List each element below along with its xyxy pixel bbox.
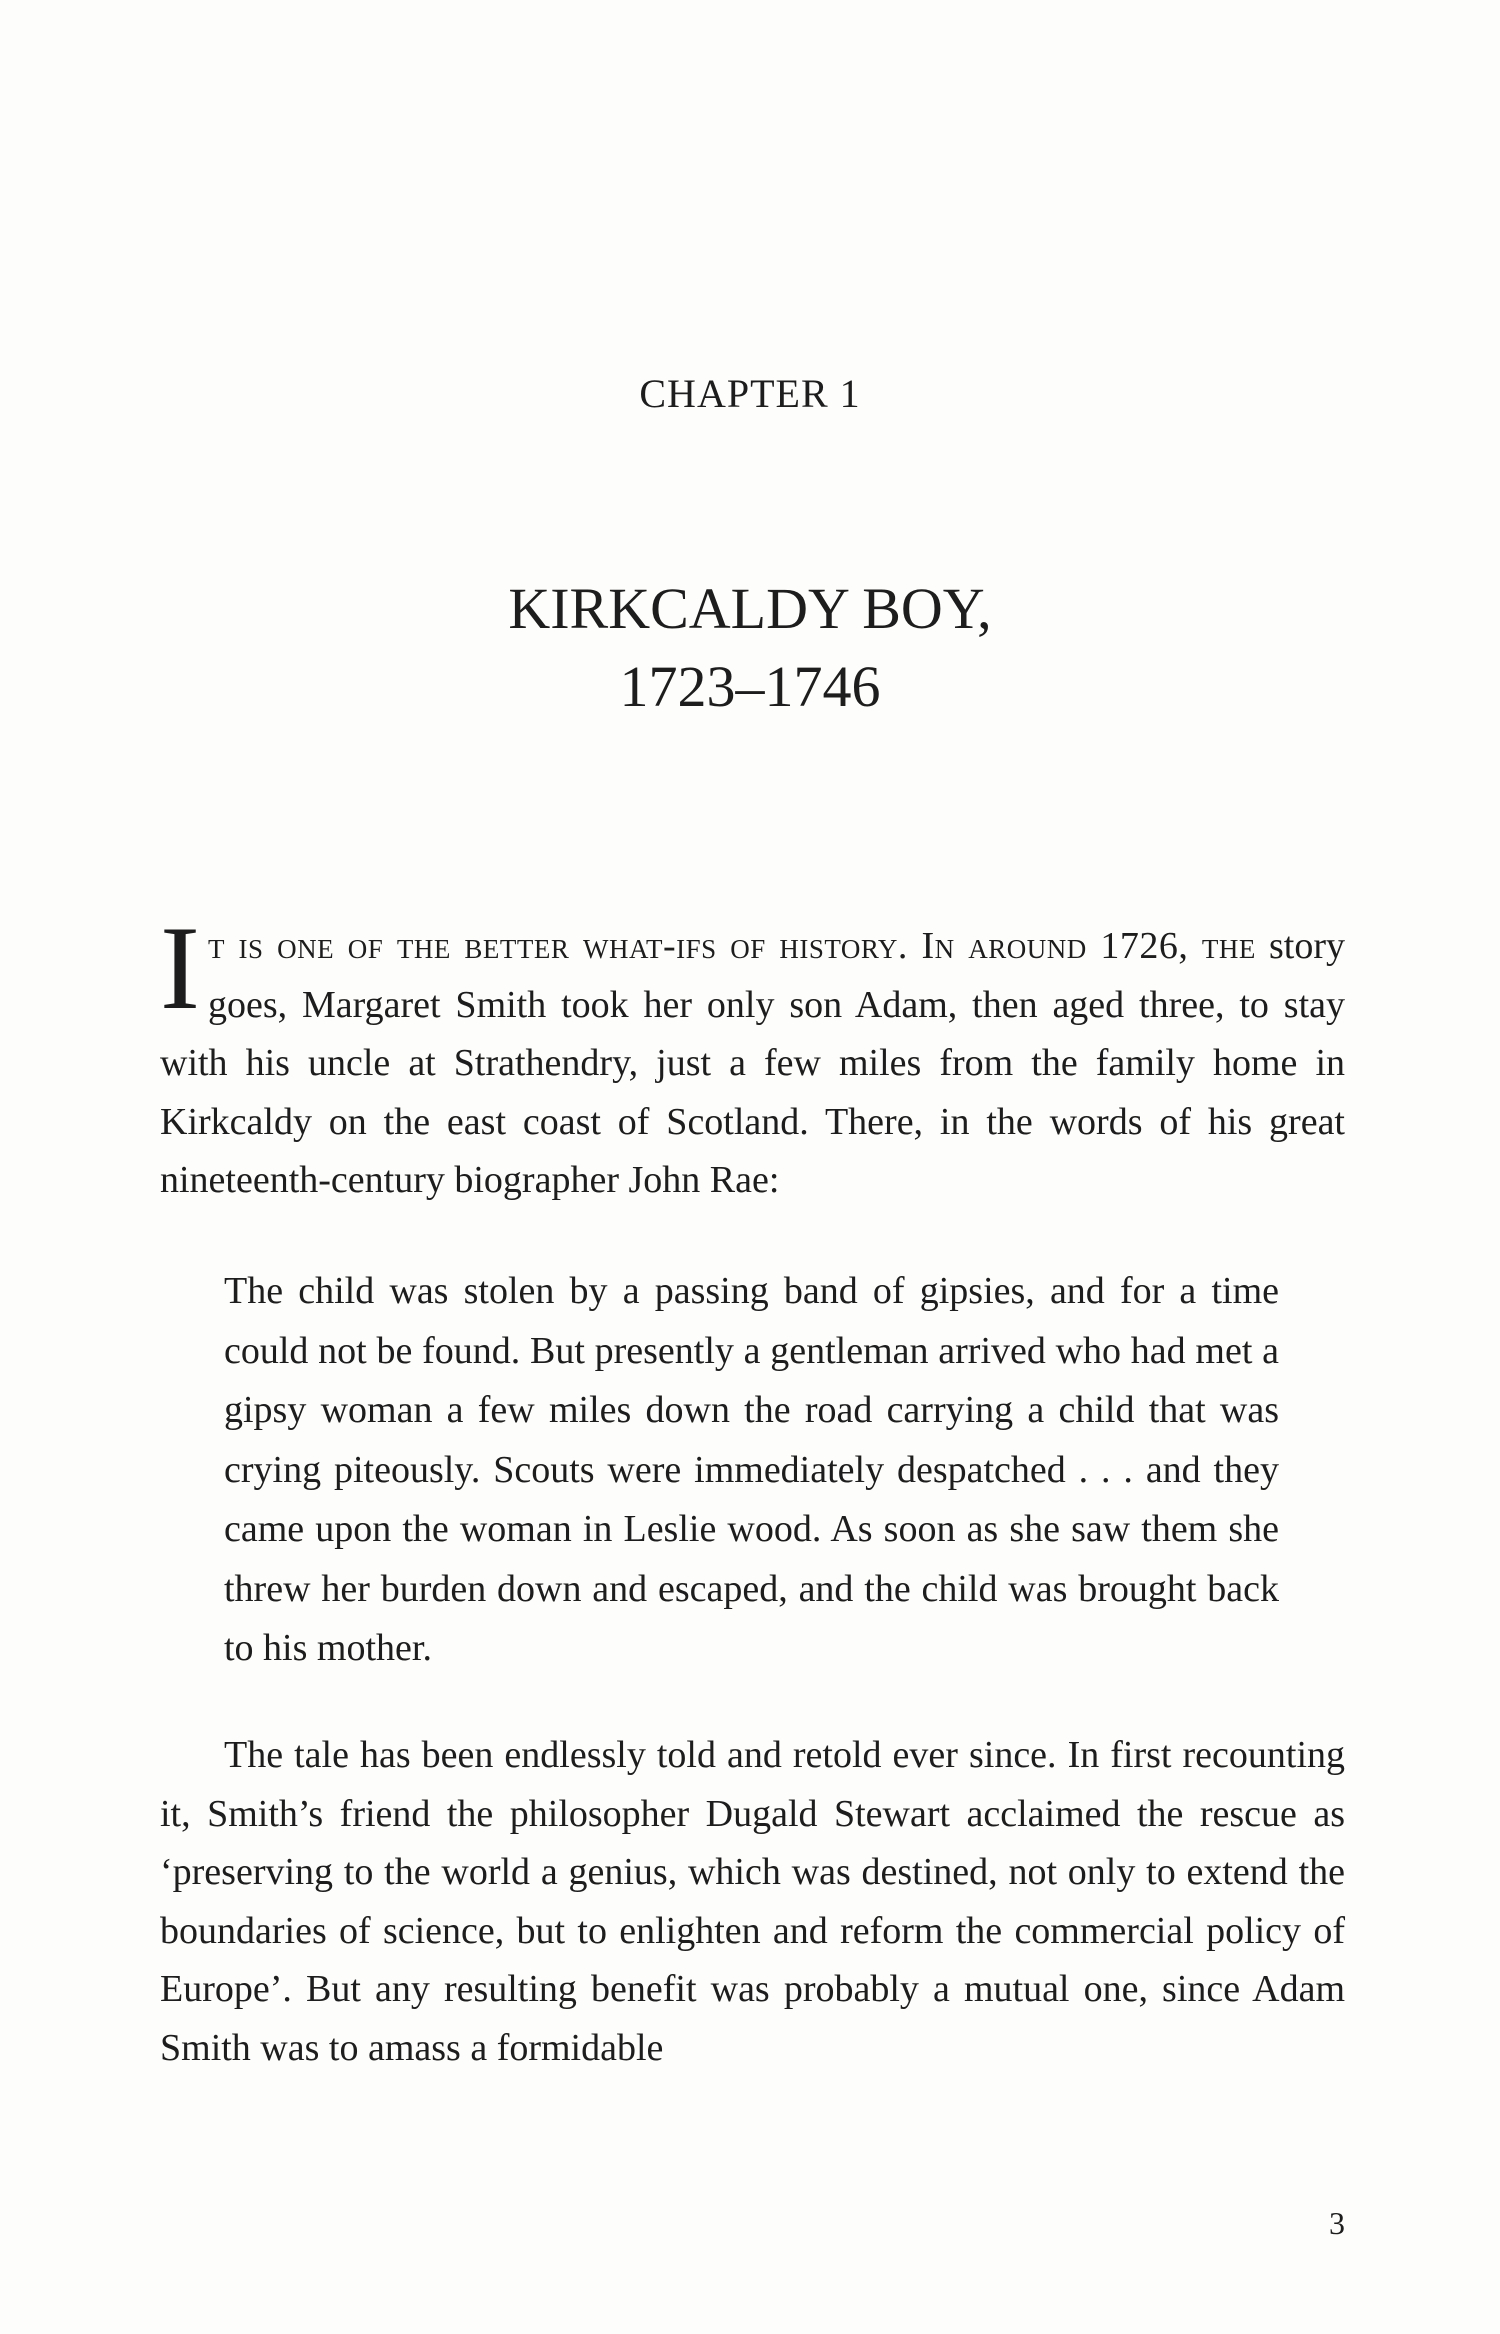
opening-text: story goes, Margaret Smith took her only son Adam, then aged three, to stay with his uncle at Strathendry, just a few miles from the family home in Kirkcaldy on the east coast of Scotland. There, in the words of his great nineteenth-century biographer John Rae:: [160, 925, 1345, 1201]
chapter-title: [0, 570, 1500, 726]
chapter-title-line-2: 1723–1746: [619, 654, 881, 719]
page-number: 3: [1329, 2205, 1345, 2241]
chapter-label: CHAPTER 1: [639, 371, 861, 416]
body-paragraph: The tale has been endlessly told and retold ever since. In first recounting it, Smith’s friend the philosopher Dugald Stewart acclaimed the rescue as ‘preserving to the world a genius, which was destined, not only to extend the boundaries of science, but to enlighten and reform the commercial policy of Europe’. But any resulting benefit was probably a mutual one, since Adam Smith was to amass a formidable: [160, 1734, 1345, 2069]
block-quote: The child was stolen by a passing band of gipsies, and for a time could not be found. But presently a gentleman arrived who had met a gipsy woman a few miles down the road carrying a child that was crying piteously. Scouts were immediately despatched . . . and they came upon the woman in Leslie wood. As soon as she saw them she threw her burden down and escaped, and the child was brought back to his mother.: [224, 1270, 1279, 1669]
chapter-title-line-1: KIRKCALDY BOY,: [508, 576, 992, 641]
drop-cap: I: [160, 901, 200, 1034]
opening-lead-in: t is one of the better what-ifs of history. In around 1726, the: [207, 925, 1256, 967]
opening-paragraph: [160, 901, 1345, 1210]
